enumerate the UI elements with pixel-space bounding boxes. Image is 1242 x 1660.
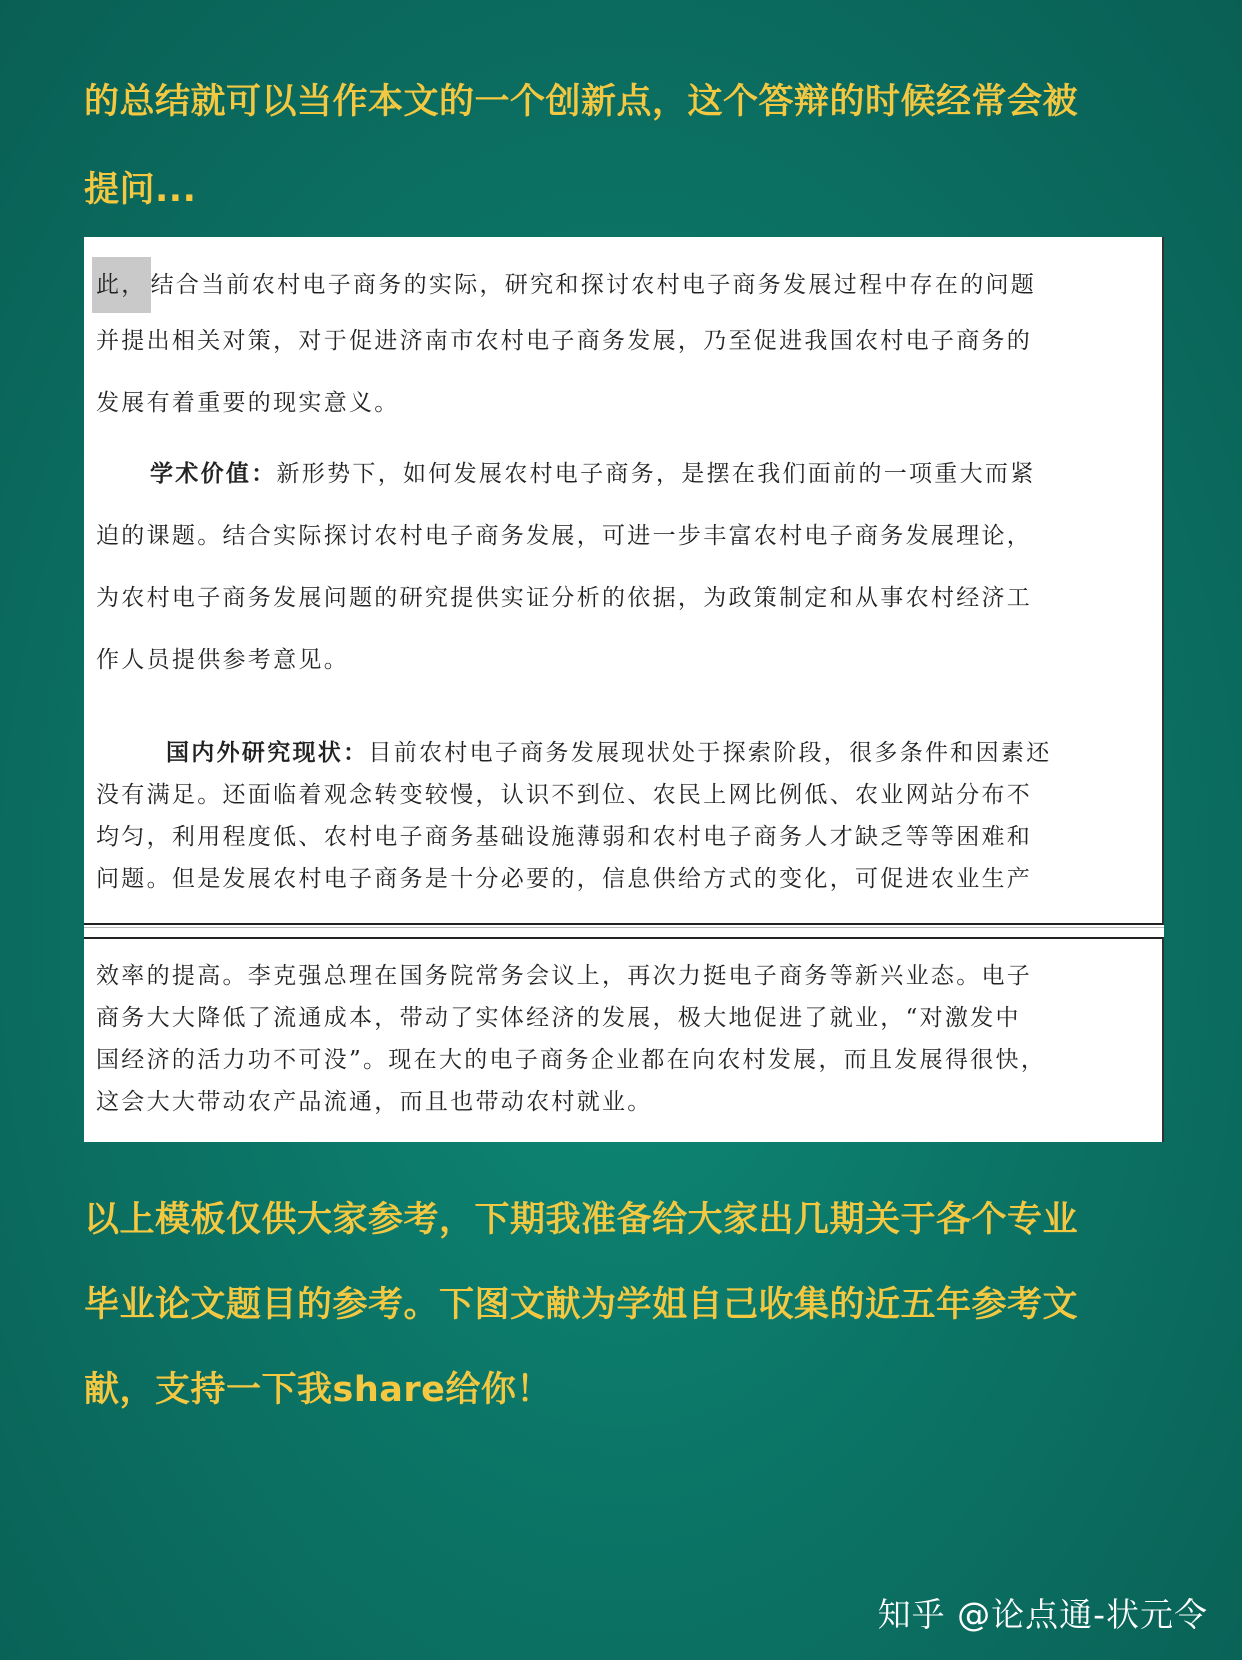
scan-divider [84, 927, 1164, 928]
academic-value-heading: 学术价值： [150, 461, 277, 487]
scan-paragraph-significance [96, 257, 1036, 443]
scan-line [96, 452, 1036, 514]
scan-line: 作人员提供参考意见。 [96, 647, 349, 673]
caption-top [84, 58, 1164, 234]
caption-top-line-1: 的总结就可以当作本文的一个创新点，这个答辩的时候经常会被 [84, 82, 1079, 122]
scan-line: 这会大大带动农产品流通，而且也带动农村就业。 [96, 1089, 653, 1115]
scan-line [96, 734, 1052, 776]
scan-paragraph-continuation [96, 957, 1046, 1125]
scan-line: 发展有着重要的现实意义。 [96, 390, 400, 416]
caption-top-line-2: 提问... [84, 170, 197, 210]
document-scan-image [84, 237, 1164, 1142]
research-status-heading: 国内外研究现状： [166, 740, 369, 766]
caption-bottom-line-1: 以上模板仅供大家参考，下期我准备给大家出几期关于各个专业 [84, 1200, 1079, 1240]
scan-line-text: 新形势下，如何发展农村电子商务，是摆在我们面前的一项重大而紧 [276, 461, 1036, 487]
scan-line: 问题。但是发展农村电子商务是十分必要的，信息供给方式的变化，可促进农业生产 [96, 866, 1033, 892]
scan-line-text: 目前农村电子商务发展现状处于探索阶段，很多条件和因素还 [368, 740, 1052, 766]
scan-line: 效率的提高。李克强总理在国务院常务会议上，再次力挺电子商务等新兴业态。电子 [96, 963, 1033, 989]
scan-line: 没有满足。还面临着观念转变较慢，认识不到位、农民上网比例低、农业网站分布不 [96, 782, 1033, 808]
scan-paragraph-academic-value [96, 452, 1036, 700]
highlighted-text: 此， [92, 257, 151, 313]
caption-bottom [84, 1178, 1164, 1433]
scan-line-text: 结合当前农村电子商务的实际，研究和探讨农村电子商务发展过程中存在的问题 [150, 272, 1037, 298]
zhihu-watermark: 知乎 @论点通-状元令 [877, 1595, 1208, 1634]
scan-line: 为农村电子商务发展问题的研究提供实证分析的依据，为政策制定和从事农村经济工 [96, 585, 1033, 611]
caption-bottom-line-3: 献，支持一下我share给你！ [84, 1370, 552, 1410]
scan-line: 国经济的活力功不可没”。现在大的电子商务企业都在向农村发展，而且发展得很快， [96, 1047, 1047, 1073]
scan-line: 迫的课题。结合实际探讨农村电子商务发展，可进一步丰富农村电子商务发展理论， [96, 523, 1033, 549]
scan-line: 均匀，利用程度低、农村电子商务基础设施薄弱和农村电子商务人才缺乏等等困难和 [96, 824, 1033, 850]
scan-line [96, 257, 1036, 319]
scan-line: 商务大大降低了流通成本，带动了实体经济的发展，极大地促进了就业，“对激发中 [96, 1005, 1021, 1031]
caption-bottom-line-2: 毕业论文题目的参考。下图文献为学姐自己收集的近五年参考文 [84, 1285, 1079, 1325]
scan-line: 并提出相关对策，对于促进济南市农村电子商务发展，乃至促进我国农村电子商务的 [96, 328, 1033, 354]
scan-paragraph-research-status [96, 734, 1052, 902]
